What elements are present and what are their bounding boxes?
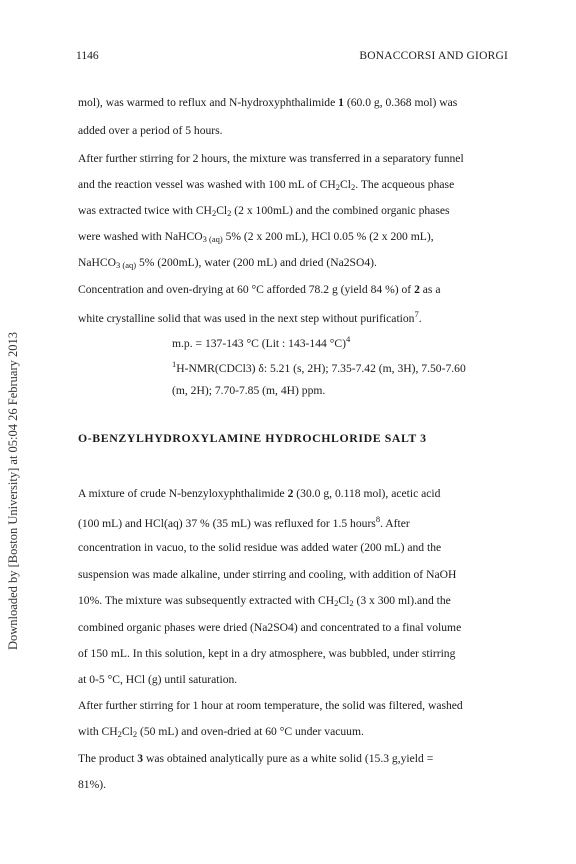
nmr-data: $^1$H-NMR(CDCl3) δ: 5.21 (s, 2H); 7.35-7.42 (m, 3H), 7.50-7.60	[172, 359, 466, 375]
nmr-data-cont: (m, 2H); 7.70-7.85 (m, 4H) ppm.	[172, 384, 326, 397]
body-line: at 0-5 °C, HCl (g) until saturation.	[78, 673, 238, 686]
melting-point: m.p. = 137-143 °C (Lit : 143-144 °C)$^4$	[172, 334, 351, 350]
body-line: After further stirring for 2 hours, the mixture was transferred in a separatory funnel	[78, 152, 464, 165]
body-line: The product 3 was obtained analytically pure as a white solid (15.3 g,yield =	[78, 752, 434, 765]
body-line: 81%).	[78, 778, 107, 791]
section-heading: O-BENZYLHYDROXYLAMINE HYDROCHLORIDE SALT 3	[78, 431, 427, 445]
body-line: with $CH_2Cl_2$ (50 mL) and oven-dried at 60 °C under vacuum.	[78, 725, 364, 739]
body-line: Concentration and oven-drying at 60 °C afforded 78.2 g (yield 84 %) of 2 as a	[78, 283, 441, 296]
body-line: A mixture of crude N-benzyloxyphthalimide 2 (30.0 g, 0.118 mol), acetic acid	[78, 487, 441, 500]
body-line: was extracted twice with $CH_2Cl_2$ (2 x 100mL) and the combined organic phases	[78, 204, 450, 218]
body-line: After further stirring for 1 hour at room temperature, the solid was filtered, washed	[78, 699, 463, 712]
running-title: BONACCORSI AND GIORGI	[359, 50, 508, 62]
body-line: mol), was warmed to reflux and N-hydroxyphthalimide 1 (60.0 g, 0.368 mol) was	[78, 96, 458, 109]
download-notice: Downloaded by [Boston University] at 05:04 26 February 2013	[6, 331, 20, 650]
body-line: of 150 mL. In this solution, kept in a dry atmosphere, was bubbled, under stirring	[78, 647, 456, 660]
download-watermark	[6, 230, 22, 650]
body-line: combined organic phases were dried (Na2SO4) and concentrated to a final volume	[78, 621, 462, 634]
body-line: NaHCO$_3$ $_{(aq)}$ 5% (200mL), water (200 mL) and dried (Na2SO4).	[78, 256, 377, 270]
body-line: added over a period of 5 hours.	[78, 124, 223, 137]
body-line: suspension was made alkaline, under stirring and cooling, with addition of NaOH	[78, 568, 457, 581]
body-line: concentration in vacuo, to the solid residue was added water (200 mL) and the	[78, 541, 442, 554]
body-line: 10%. The mixture was subsequently extracted with $CH_2Cl_2$ (3 x 300 ml).and the	[78, 594, 451, 608]
body-line: were washed with NaHCO$_3$ $_{(aq)}$ 5% (2 x 200 mL), HCl 0.05 % (2 x 200 mL),	[78, 230, 434, 244]
body-line: white crystalline solid that was used in the next step without purification$^7$.	[78, 309, 422, 325]
body-line: and the reaction vessel was washed with 100 mL of $CH_2Cl_2$. The acqueous phase	[78, 178, 455, 192]
body-line: (100 mL) and HCl(aq) 37 % (35 mL) was refluxed for 1.5 hours$^8$. After	[78, 514, 410, 530]
page-number: 1146	[76, 50, 99, 62]
